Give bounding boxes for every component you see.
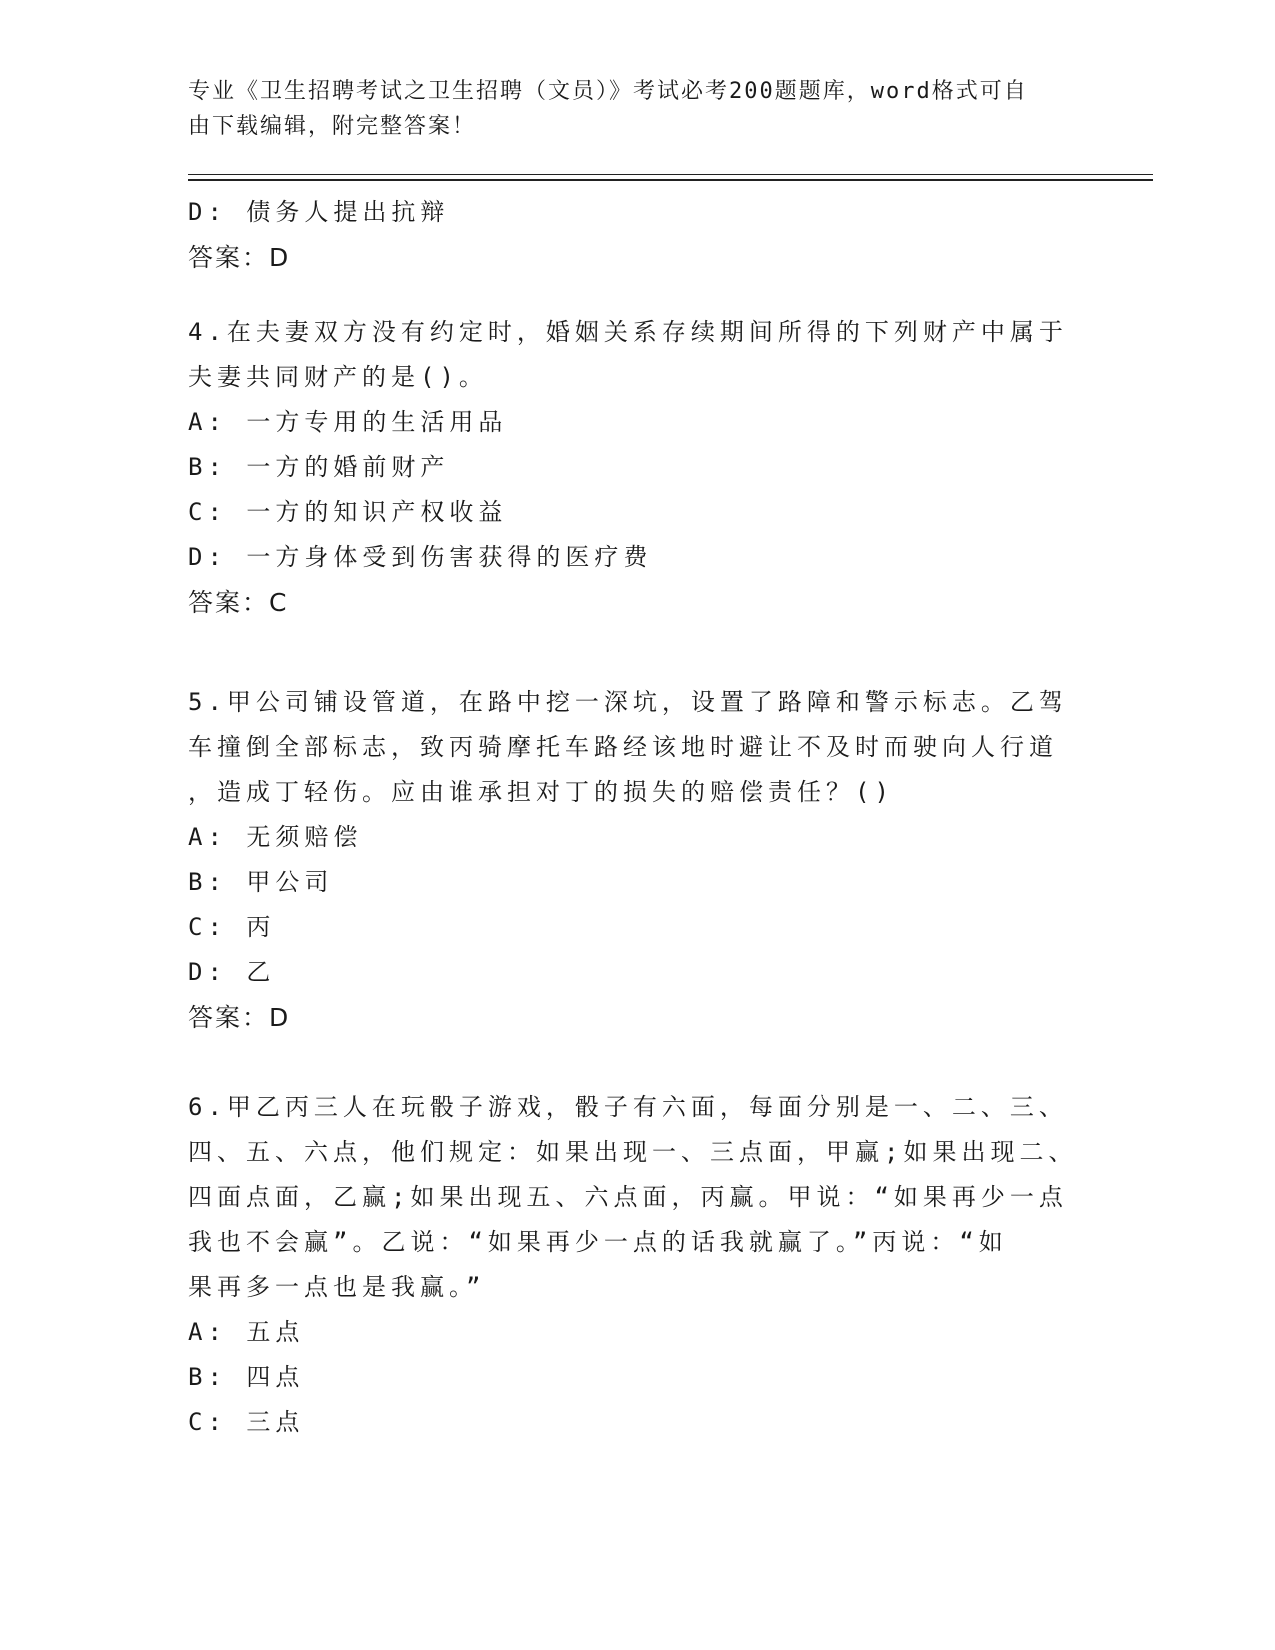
- option-c: C: 一方的知识产权收益: [188, 498, 508, 526]
- question-stem: 6.甲乙丙三人在玩骰子游戏，骰子有六面，每面分别是一、二、三、: [188, 1093, 1068, 1121]
- question-stem: 四面点面，乙赢;如果出现五、六点面，丙赢。甲说：“如果再少一点: [188, 1183, 1068, 1211]
- option-d: D: 债务人提出抗辩: [188, 198, 450, 226]
- option-b: B: 甲公司: [188, 868, 334, 896]
- question-5: [188, 680, 1068, 1040]
- option-a: A: 一方专用的生活用品: [188, 408, 508, 436]
- question-6: [188, 1085, 1078, 1445]
- option-d: D: 乙: [188, 958, 276, 986]
- header-line-2: 由下载编辑，附完整答案！: [188, 114, 477, 139]
- question-stem: 四、五、六点，他们规定：如果出现一、三点面，甲赢;如果出现二、: [188, 1138, 1078, 1166]
- answer-line: 答案：C: [188, 588, 289, 617]
- question-stem: 4.在夫妻双方没有约定时，婚姻关系存续期间所得的下列财产中属于: [188, 318, 1068, 346]
- header-line-1: 专业《卫生招聘考试之卫生招聘（文员）》考试必考200题题库，word格式可自: [188, 79, 1028, 104]
- question-stem: 果再多一点也是我赢。”: [188, 1273, 486, 1301]
- answer-line: 答案：D: [188, 243, 291, 272]
- option-a: A: 无须赔偿: [188, 823, 363, 851]
- question-stem: 我也不会赢”。乙说：“如果再少一点的话我就赢了。”丙说：“如: [188, 1228, 1008, 1256]
- question-3-tail: [188, 190, 1068, 280]
- question-4: [188, 310, 1068, 625]
- document-header: [188, 74, 1068, 144]
- option-b: B: 四点: [188, 1363, 305, 1391]
- option-b: B: 一方的婚前财产: [188, 453, 450, 481]
- header-divider-thick: [188, 179, 1153, 181]
- question-stem: ，造成丁轻伤。应由谁承担对丁的损失的赔偿责任？(): [188, 778, 894, 806]
- question-stem: 车撞倒全部标志，致丙骑摩托车路经该地时避让不及时而驶向人行道: [188, 733, 1058, 761]
- option-a: A: 五点: [188, 1318, 305, 1346]
- option-d: D: 一方身体受到伤害获得的医疗费: [188, 543, 653, 571]
- header-divider-thin: [188, 174, 1153, 175]
- option-c: C: 三点: [188, 1408, 305, 1436]
- question-stem: 夫妻共同财产的是()。: [188, 363, 488, 391]
- answer-line: 答案：D: [188, 1003, 291, 1032]
- option-c: C: 丙: [188, 913, 276, 941]
- question-stem: 5.甲公司铺设管道，在路中挖一深坑，设置了路障和警示标志。乙驾: [188, 688, 1068, 716]
